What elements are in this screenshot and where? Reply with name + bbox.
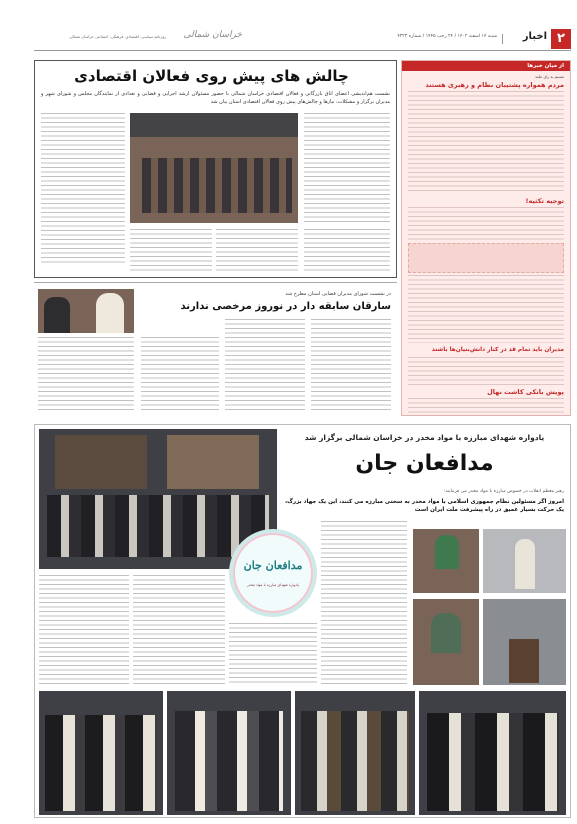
section-name: اخبار	[522, 31, 547, 42]
second-story-col-2	[225, 319, 305, 411]
sidebar-item4-title: پویش بانکی کاشت نهال	[487, 388, 564, 396]
feature-title: مدافعان جان	[355, 451, 494, 476]
lead-story-col-5	[216, 229, 298, 273]
sidebar-item1-title: مردم همواره پشتیبان نظام و رهبری هستند	[425, 81, 564, 89]
photo-panel	[55, 435, 147, 489]
feature-lead-credit: رهبر معظم انقلاب در خصوص مبارزه با مواد مخدر می فرمایند:	[443, 489, 564, 494]
second-story-col-4	[38, 337, 134, 411]
sidebar-item1-body	[408, 91, 564, 193]
feature-photo-bottom-3	[295, 691, 415, 815]
feature-quote: امروز اگر مسئولین نظام جمهوری اسلامی با مواد مخدر به سختی مبارزه می کنند، این یک جهاد بزرگ، یک حرکت بسیار عمیق در راه پیشرفت ملت ایران است	[285, 499, 564, 514]
lead-story-photo	[130, 113, 298, 223]
lead-story-col-3	[41, 113, 125, 265]
poster-title: مدافعان جان	[243, 559, 303, 572]
masthead-logo: خراسان شمالی	[183, 30, 242, 40]
feature-poster	[229, 529, 317, 617]
feature-photo-bottom-1	[39, 691, 163, 815]
martyr-portrait	[435, 535, 459, 569]
divider	[502, 34, 503, 44]
feature-section	[34, 424, 571, 818]
figure-right	[96, 293, 124, 333]
sidebar	[401, 60, 571, 416]
second-story-kicker: در نشست شورای مدیران قضایی استان مطرح شد	[285, 291, 391, 297]
feature-photo-speaker	[483, 529, 566, 593]
photo-audience	[142, 158, 292, 213]
feature-photo-portrait-2	[413, 599, 479, 685]
second-story-col-3	[141, 337, 219, 411]
lead-story-title: چالش های پیش روی فعالان اقتصادی	[74, 67, 349, 85]
feature-col-4	[229, 623, 317, 685]
feature-col-1	[321, 521, 407, 685]
second-story-col-1	[311, 319, 391, 411]
feature-photo-podium	[483, 599, 566, 685]
podium	[509, 639, 539, 683]
feature-photo-bottom-2	[167, 691, 291, 815]
sidebar-item2-body	[408, 207, 564, 241]
second-story-title: سارقان سابقه دار در نوروز مرخصی ندارند	[180, 301, 391, 312]
poster-subtitle: یادواره شهدای مبارزه با مواد مخدر	[247, 583, 299, 587]
feature-kicker: یادواره شهدای مبارزه با مواد مخدر در خراسان شمالی برگزار شد	[304, 433, 545, 442]
second-story	[34, 282, 397, 416]
sidebar-header: از میان خبرها	[402, 61, 570, 71]
people-group-1	[45, 715, 157, 811]
people-group-3	[301, 711, 409, 811]
sidebar-shaded-block	[408, 243, 564, 273]
people-group-2	[175, 711, 283, 811]
masthead	[34, 29, 571, 51]
sidebar-item2-body-cont	[408, 275, 564, 343]
sidebar-intro-credit: تسنیم به رای غلبه:	[534, 74, 564, 79]
sidebar-item3-body	[408, 357, 564, 385]
figure-left	[44, 297, 70, 333]
sidebar-item2-title: توجیه تکثیه!	[525, 197, 564, 205]
feature-photo-bottom-4	[419, 691, 566, 815]
tagline: روزنامه سیاسی، اقتصادی، فرهنگی، اجتماعی خراسان شمالی	[69, 34, 166, 39]
feature-col-2	[39, 575, 129, 685]
feature-photo-martyr	[413, 529, 479, 593]
lead-story-col-6	[304, 229, 390, 273]
photo-panel-2	[167, 435, 259, 489]
lead-story-box	[34, 60, 397, 278]
lead-story-col-4	[130, 229, 212, 273]
speaker	[515, 539, 535, 589]
sidebar-item3-title: مدیران باید تمام قد در کنار دانش‌بنیان‌ها باشند	[431, 347, 564, 353]
lead-story-col-1	[304, 113, 390, 225]
judge-photo	[38, 289, 134, 333]
issue-line: شنبه ۱۴ اسفند ۱۴۰۲ / ۲۴ رجب ۱۴۴۵ / شماره ۴۳۲۳	[397, 34, 497, 39]
page-number: ۲	[551, 29, 571, 49]
portrait-2	[431, 613, 461, 653]
feature-col-3	[133, 575, 225, 685]
people-group-4	[427, 713, 559, 811]
sidebar-item4-body	[408, 398, 564, 414]
lead-story-lead: نشست هم‌اندیشی اعضای اتاق بازرگانی و فعالان اقتصادی خراسان شمالی با حضور مسئولان ارشد اجرایی و قضایی و تعدادی از نمایندگان مجلس و شورای شهر و مدیران برگزار و مشکلات، نیازها و چالش‌های پیش روی فعالان اقتصادی استان بیان شد	[41, 91, 390, 105]
photo-stage	[130, 113, 298, 137]
